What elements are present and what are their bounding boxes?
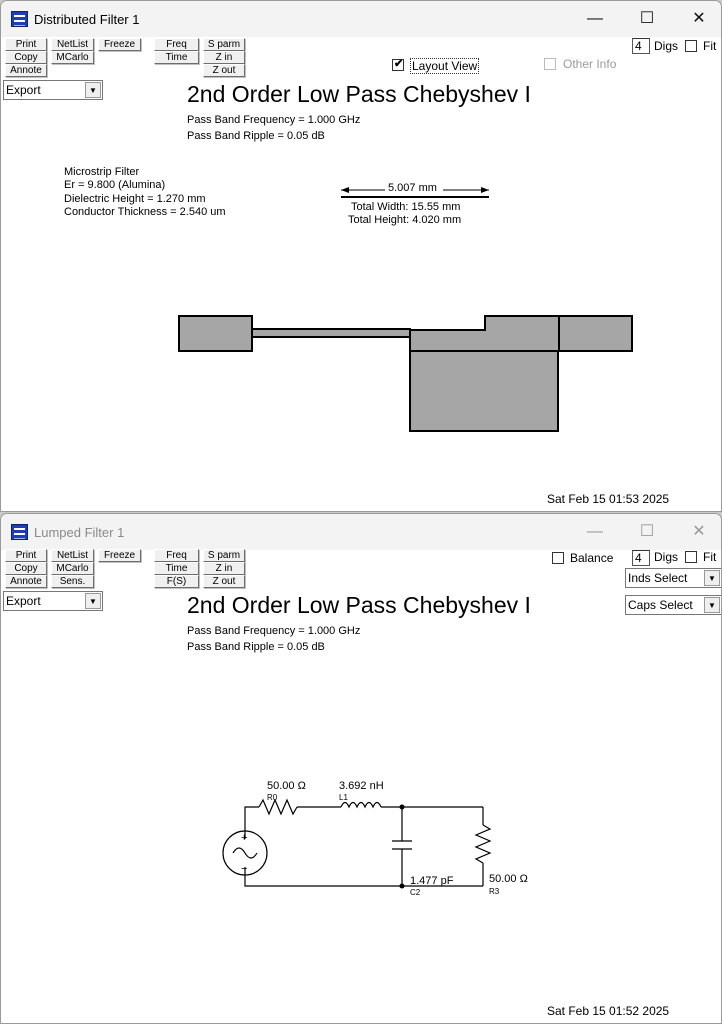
output-port-line [559, 316, 632, 351]
passband-frequency: Pass Band Frequency = 1.000 GHz [187, 114, 361, 126]
maximize-icon[interactable]: ☐ [639, 523, 655, 540]
time-button[interactable]: Time [154, 51, 199, 64]
export-dropdown[interactable] [3, 80, 103, 100]
layout-view-checkbox[interactable] [392, 59, 404, 71]
digs-label: Digs [654, 39, 679, 53]
z-out-button[interactable]: Z out [203, 575, 245, 588]
scale-divider [341, 196, 489, 198]
junction-dot [400, 884, 405, 889]
filter-heading: 2nd Order Low Pass Chebyshev I [187, 81, 531, 107]
annote-button[interactable]: Annote [5, 64, 47, 77]
export-dropdown[interactable] [3, 591, 103, 611]
inds-select-value: Inds Select [628, 571, 688, 585]
conductor-thickness: Conductor Thickness = 2.540 um [64, 206, 226, 218]
passband-frequency: Pass Band Frequency = 1.000 GHz [187, 625, 361, 637]
junction-line [410, 316, 559, 351]
window-title: Lumped Filter 1 [34, 525, 125, 540]
scale-length: 5.007 mm [388, 182, 437, 194]
r0-value: 50.00 Ω [267, 780, 306, 792]
caps-select-dropdown[interactable] [625, 595, 722, 615]
title-bar[interactable] [1, 514, 721, 550]
export-value: Export [6, 594, 41, 608]
junction-dot [400, 805, 405, 810]
c2-value: 1.477 pF [410, 875, 454, 887]
sens-button[interactable]: Sens. [51, 575, 94, 588]
microstrip-layout [171, 309, 641, 439]
freeze-button[interactable]: Freeze [98, 38, 141, 51]
mcarlo-button[interactable]: MCarlo [51, 51, 94, 64]
annote-button[interactable]: Annote [5, 575, 47, 588]
total-height: Total Height: 4.020 mm [348, 214, 462, 226]
z-in-button[interactable]: Z in [203, 51, 245, 64]
fit-checkbox[interactable] [685, 551, 697, 563]
z-in-button[interactable]: Z in [203, 562, 245, 575]
substrate-height: Dielectric Height = 1.270 mm [64, 193, 206, 205]
mcarlo-button[interactable]: MCarlo [51, 562, 94, 575]
digs-input[interactable]: 4 [632, 550, 650, 566]
freq-button[interactable]: Freq [154, 549, 199, 562]
maximize-icon[interactable]: ☐ [639, 10, 655, 27]
s-parm-button[interactable]: S parm [203, 38, 245, 51]
app-icon [11, 11, 28, 27]
other-info-label: Other Info [563, 57, 617, 71]
l1-name: L1 [339, 793, 348, 802]
other-info-checkbox [544, 58, 556, 70]
minimize-icon[interactable]: — [587, 10, 603, 27]
substrate-type: Microstrip Filter [64, 166, 140, 178]
timestamp: Sat Feb 15 01:52 2025 [547, 1004, 670, 1018]
r0-name: R0 [267, 793, 278, 802]
copy-button[interactable]: Copy [5, 562, 47, 575]
source-plus-label: + [241, 832, 248, 844]
caps-select-value: Caps Select [628, 598, 693, 612]
passband-ripple: Pass Band Ripple = 0.05 dB [187, 130, 325, 142]
r3-value: 50.00 Ω [489, 873, 528, 885]
r3-name: R3 [489, 887, 500, 896]
app-icon [11, 524, 28, 540]
chevron-down-icon[interactable]: ▼ [704, 597, 720, 613]
substrate-er: Er = 9.800 (Alumina) [64, 179, 166, 191]
fit-label: Fit [703, 550, 717, 564]
time-button[interactable]: Time [154, 562, 199, 575]
fit-checkbox[interactable] [685, 40, 697, 52]
chevron-down-icon[interactable]: ▼ [704, 570, 720, 586]
netlist-button[interactable]: NetList [51, 549, 94, 562]
print-button[interactable]: Print [5, 549, 47, 562]
copy-button[interactable]: Copy [5, 51, 47, 64]
passband-ripple: Pass Band Ripple = 0.05 dB [187, 641, 325, 653]
lumped-filter-window [0, 513, 722, 1024]
fit-label: Fit [703, 39, 717, 53]
balance-checkbox[interactable] [552, 552, 564, 564]
lumped-schematic [211, 769, 551, 904]
chevron-down-icon[interactable]: ▼ [85, 82, 101, 98]
capacitor-stub [410, 351, 558, 431]
c2-name: C2 [410, 888, 421, 897]
inductor-line [252, 329, 410, 337]
s-parm-button[interactable]: S parm [203, 549, 245, 562]
freq-button[interactable]: Freq [154, 38, 199, 51]
minimize-icon[interactable]: — [587, 523, 603, 540]
filter-heading: 2nd Order Low Pass Chebyshev I [187, 592, 531, 618]
freeze-button[interactable]: Freeze [98, 549, 141, 562]
close-icon[interactable]: ✕ [692, 10, 706, 27]
fs-button[interactable]: F(S) [154, 575, 199, 588]
checkmark-icon: ✔ [394, 58, 404, 70]
export-value: Export [6, 83, 41, 97]
total-width: Total Width: 15.55 mm [351, 201, 461, 213]
inds-select-dropdown[interactable] [625, 568, 722, 588]
print-button[interactable]: Print [5, 38, 47, 51]
window-title: Distributed Filter 1 [34, 12, 140, 27]
chevron-down-icon[interactable]: ▼ [85, 593, 101, 609]
z-out-button[interactable]: Z out [203, 64, 245, 77]
netlist-button[interactable]: NetList [51, 38, 94, 51]
l1-value: 3.692 nH [339, 780, 384, 792]
title-bar[interactable] [1, 1, 721, 37]
input-port-line [179, 316, 252, 351]
source-minus-label: − [241, 863, 248, 875]
layout-view-label[interactable]: Layout View [412, 59, 478, 73]
balance-label: Balance [570, 551, 614, 565]
digs-label: Digs [654, 550, 679, 564]
close-icon[interactable]: ✕ [692, 523, 706, 540]
digs-input[interactable]: 4 [632, 38, 650, 54]
timestamp: Sat Feb 15 01:53 2025 [547, 492, 670, 506]
